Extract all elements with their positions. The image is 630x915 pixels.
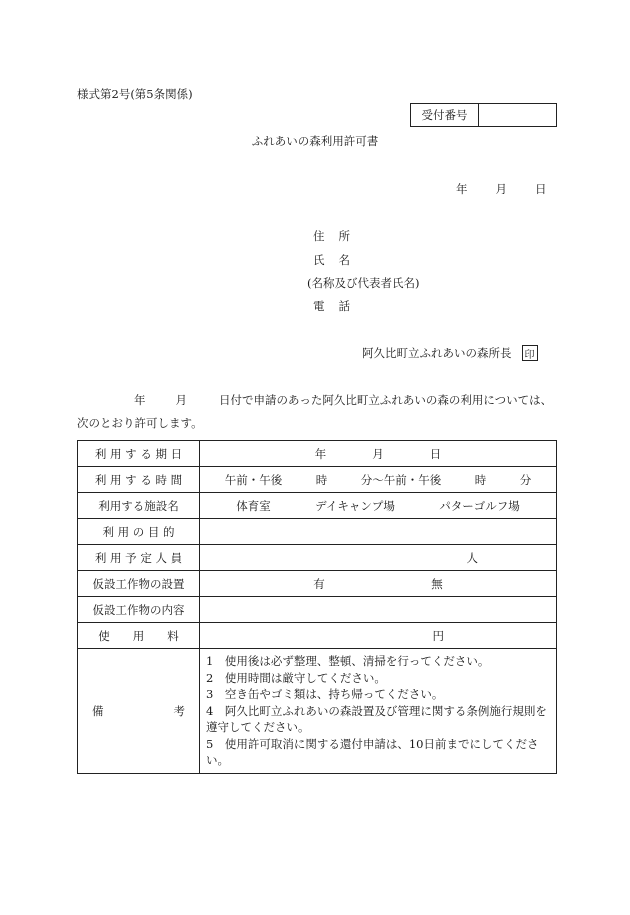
time-label: 利 用 す る 時 間 <box>78 467 200 493</box>
applicant-address-label <box>313 228 350 244</box>
people-unit: 人 <box>466 550 478 565</box>
table-row <box>78 545 557 571</box>
address-char-1: 住 <box>313 229 325 243</box>
notes-value <box>200 649 557 774</box>
table-row <box>78 519 557 545</box>
phone-char-2: 話 <box>338 299 350 313</box>
note-item: 3 空き缶やゴミ類は、持ち帰ってください。 <box>206 687 444 701</box>
facility-option-daycamp[interactable]: デイキャンプ場 <box>315 498 395 513</box>
time-start-ampm: 午前・午後 <box>224 472 283 487</box>
facility-label: 利用する施設名 <box>78 493 200 519</box>
notes-label-left: 備 <box>92 703 104 718</box>
people-label: 利 用 予 定 人 員 <box>78 545 200 571</box>
date-year: 年 <box>456 182 468 196</box>
issuer-name: 阿久比町立ふれあいの森所長 <box>362 346 512 360</box>
body-text-line-2: 次のとおり許可します。 <box>77 416 203 430</box>
period-year: 年 <box>314 446 327 461</box>
temp-install-label: 仮設工作物の設置 <box>78 571 200 597</box>
table-row <box>78 597 557 623</box>
facility-value[interactable] <box>200 493 557 519</box>
note-item: 1 使用後は必ず整理、整頓、清掃を行ってください。 <box>206 654 490 668</box>
note-item: 2 使用時間は厳守してください。 <box>206 670 386 685</box>
temp-install-yes[interactable]: 有 <box>313 576 325 591</box>
permit-table <box>77 440 557 774</box>
fee-label: 使 用 料 <box>78 623 200 649</box>
receipt-number-box <box>410 103 557 127</box>
date-month: 月 <box>495 182 507 196</box>
form-number-label: 様式第2号(第5条関係) <box>77 87 193 101</box>
time-end-hour: 時 <box>474 472 487 487</box>
temp-detail-value[interactable] <box>200 597 557 623</box>
table-row <box>78 467 557 493</box>
temp-install-no[interactable]: 無 <box>431 576 443 591</box>
issuer <box>362 345 538 361</box>
receipt-number-field[interactable] <box>479 104 556 126</box>
body-text-line-1 <box>134 392 552 408</box>
body-line1-rest: 日付で申請のあった阿久比町立ふれあいの森の利用については、 <box>219 393 553 407</box>
period-value[interactable] <box>200 441 557 467</box>
time-start-hour: 時 <box>315 472 328 487</box>
fee-value[interactable] <box>200 623 557 649</box>
period-label: 利 用 す る 期 日 <box>78 441 200 467</box>
notes-label <box>78 649 200 774</box>
name-char-2: 名 <box>338 253 350 267</box>
date-day: 日 <box>535 182 547 196</box>
time-value[interactable] <box>200 467 557 493</box>
name-char-1: 氏 <box>313 253 325 267</box>
people-value[interactable] <box>200 545 557 571</box>
temp-detail-label: 仮設工作物の内容 <box>78 597 200 623</box>
period-month: 月 <box>372 446 384 461</box>
applicant-name-label <box>313 252 350 268</box>
document-title: ふれあいの森利用許可書 <box>251 134 379 148</box>
purpose-value[interactable] <box>200 519 557 545</box>
purpose-label: 利 用 の 目 的 <box>78 519 200 545</box>
phone-char-1: 電 <box>313 299 325 313</box>
table-row <box>78 571 557 597</box>
table-row <box>78 623 557 649</box>
table-row <box>78 441 557 467</box>
temp-install-value[interactable] <box>200 571 557 597</box>
applicant-org-label: (名称及び代表者氏名) <box>307 276 420 290</box>
note-item: 5 使用許可取消に関する還付申請は、10日前までにしてください。 <box>206 736 539 767</box>
table-row <box>78 649 557 774</box>
time-end-minute: 分 <box>519 472 532 487</box>
facility-option-gym[interactable]: 体育室 <box>236 498 271 513</box>
applicant-phone-label <box>313 298 350 314</box>
note-item: 4 阿久比町立ふれあいの森設置及び管理に関する条例施行規則を遵守してください。 <box>206 703 547 734</box>
body-year: 年 <box>134 393 146 407</box>
table-row <box>78 493 557 519</box>
fee-unit: 円 <box>432 628 444 643</box>
period-day: 日 <box>429 446 442 461</box>
time-range-ampm: 分～午前・午後 <box>360 472 442 487</box>
notes-label-right: 考 <box>173 703 185 718</box>
seal-mark: 印 <box>522 345 538 361</box>
issue-date <box>456 181 547 197</box>
receipt-number-label: 受付番号 <box>411 104 479 126</box>
address-char-2: 所 <box>338 229 350 243</box>
facility-option-putter-golf[interactable]: パターゴルフ場 <box>439 498 520 513</box>
body-month: 月 <box>175 393 187 407</box>
